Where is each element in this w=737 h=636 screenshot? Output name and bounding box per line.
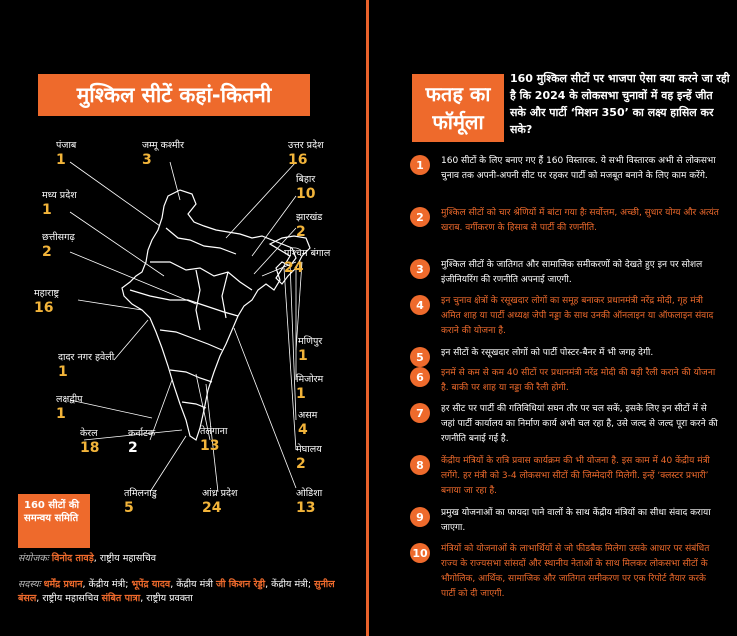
state-manipur — [298, 334, 322, 365]
member-role: , केंद्रीय मंत्री; — [82, 579, 132, 590]
state-name: तमिलनाडु — [124, 488, 157, 499]
state-count: 18 — [80, 440, 100, 456]
state-tamil-nadu — [124, 486, 157, 517]
state-chhattisgarh — [42, 230, 75, 261]
state-count: 4 — [298, 422, 308, 438]
panel-divider — [366, 0, 369, 636]
point-number: 7 — [410, 403, 430, 423]
state-count: 24 — [202, 500, 222, 516]
state-count: 16 — [34, 300, 54, 316]
state-name: कर्नाटक — [128, 428, 156, 439]
state-name: मध्य प्रदेश — [42, 190, 77, 201]
state-name: महाराष्ट्र — [34, 288, 60, 299]
point-number: 10 — [410, 543, 430, 563]
member-name: जी किशन रेड्डी — [215, 579, 266, 590]
member-name: संबित पात्रा — [101, 593, 141, 604]
state-name: उत्तर प्रदेश — [288, 140, 324, 151]
state-kerala — [80, 426, 99, 457]
point-text: इनमें से कम से कम 40 सीटों पर प्रधानमंत्री नरेंद्र मोदी की बड़ी रैली कराने की योजना है. बाकी पर शाह या नड्डा की रैली होगी. — [441, 368, 716, 393]
member-role: , राष्ट्रीय प्रवक्ता — [140, 593, 193, 604]
point-number: 2 — [410, 207, 430, 227]
india-outline — [122, 190, 296, 440]
map-title: मुश्किल सीटें कहां-कितनी — [38, 74, 310, 116]
state-count: 16 — [288, 152, 308, 168]
state-name: मणिपुर — [298, 336, 323, 347]
point-number: 1 — [410, 155, 430, 175]
state-mizoram — [296, 372, 323, 403]
state-count: 13 — [200, 438, 220, 454]
state-west-bengal — [284, 246, 330, 277]
members-list — [18, 578, 358, 606]
point-number: 5 — [410, 347, 430, 367]
state-meghalaya — [296, 442, 322, 473]
state-name: आंध्र प्रदेश — [202, 488, 238, 499]
point-text: 160 सीटों के लिए बनाए गए हैं 160 विस्तारक. ये सभी विस्तारक अभी से लोकसभा चुनाव तक अपनी-अपनी सीट पर रहकर पार्टी को मजबूत बनाने के लिए काम करेंगे. — [441, 156, 716, 181]
point-text: मुश्किल सीटों के जातिगत और सामाजिक समीकरणों को देखते हुए इन पर सोशल इंजीनियरिंग की रणनीति अपनाई जाएगी. — [441, 260, 703, 285]
member-name: भूपेंद्र यादव — [131, 579, 171, 590]
state-count: 3 — [142, 152, 152, 168]
point-text: केंद्रीय मंत्रियों के रात्रि प्रवास कार्यक्रम की भी योजना है. इस काम में 40 केंद्रीय मंत्री लगेंगे. हर मंत्री को 3-4 लोकसभा सीटों की जिम्मेदारी मिलेगी. इन्हें ‘क्लस्टर प्रभारी’ बनाया जा रहा है. — [441, 456, 710, 496]
state-punjab — [56, 138, 76, 169]
state-jharkhand — [296, 210, 322, 241]
point-text: इन चुनाव क्षेत्रों के रसूखदार लोगों का समूह बनाकर प्रधानमंत्री नरेंद्र मोदी, गृह मंत्री अमित शाह या पार्टी अध्यक्ष जेपी नड्डा के साथ उनकी ऑनलाइन या ऑफलाइन संवाद कराने की योजना है. — [441, 296, 714, 336]
point-text: इन सीटों के रसूखदार लोगों को पार्टी पोस्टर-बैनर में भी जगह देगी. — [441, 348, 654, 358]
state-jammu-kashmir — [142, 138, 184, 169]
state-name: बिहार — [296, 174, 316, 185]
point-text: प्रमुख योजनाओं का फायदा पाने वालों के साथ केंद्रीय मंत्रियों का सीधा संवाद कराया जाएगा. — [441, 508, 711, 533]
point-number: 4 — [410, 295, 430, 315]
point-text: हर सीट पर पार्टी की गतिविधियां सघन तौर पर चल सकें, इसके लिए इन सीटों में से जहां पार्टी कार्यालय का निर्माण कार्य अभी चल रहा है, उसे जल्द से जल्द पूरा करने की रणनीति बनाई गई है. — [441, 404, 718, 444]
state-name: दादर नगर हवेली — [58, 352, 115, 363]
state-name: मेघालय — [296, 444, 322, 455]
member-name: धर्मेंद्र प्रधान — [43, 579, 83, 590]
state-name: ओडिशा — [296, 488, 323, 499]
convener-name: विनोद तावड़े — [51, 553, 94, 564]
state-andhra-pradesh — [202, 486, 237, 517]
point-number: 9 — [410, 507, 430, 527]
state-assam — [298, 408, 317, 439]
point-text: मुश्किल सीटों को चार श्रेणियों में बांटा गया हैः सर्वोत्तम, अच्छी, सुधार योग्य और अत्यंत खराब. वर्गीकरण के हिसाब से पार्टी की रणनीति. — [441, 208, 719, 233]
member-role: , राष्ट्रीय महासचिव — [36, 593, 102, 604]
state-name: तेलंगाना — [200, 426, 228, 437]
state-count: 2 — [296, 456, 306, 472]
state-count: 5 — [124, 500, 134, 516]
state-telangana — [200, 424, 227, 455]
formula-title: फतह का फॉर्मूला — [412, 74, 504, 142]
member-name: सुनील बंसल — [18, 579, 335, 604]
convener-role: , राष्ट्रीय महासचिव — [93, 553, 157, 564]
state-uttar-pradesh — [288, 138, 324, 169]
point-number: 3 — [410, 259, 430, 279]
state-name: लक्षद्वीप — [56, 394, 83, 405]
state-count: 24 — [284, 260, 304, 276]
state-count: 2 — [296, 224, 306, 240]
state-name: जम्मू कश्मीर — [142, 140, 184, 151]
state-bihar — [296, 172, 315, 203]
state-count: 1 — [42, 202, 52, 218]
state-name: असम — [298, 410, 318, 421]
convener-line — [18, 552, 358, 566]
state-dadra-nagar-haveli — [58, 350, 114, 381]
state-name: छत्तीसगढ़ — [42, 232, 75, 243]
state-odisha — [296, 486, 322, 517]
point-text: मंत्रियों को योजनाओं के लाभार्थियों से जो फीडबैक मिलेगा उसके आधार पर संबंधित राज्य के राज्यसभा सांसदों और स्थानीय नेताओं के साथ मिलकर लोकसभा सीटों के भौगोलिक, आर्थिक, सामाजिक और जातिगत समीकरण पर एक रिपोर्ट तैयार करके पार्टी को दी जाएगी. — [441, 544, 710, 599]
point-number: 8 — [410, 455, 430, 475]
state-count: 2 — [128, 440, 138, 456]
formula-question: 160 मुश्किल सीटों पर भाजपा ऐसा क्या करने जा रही है कि 2024 के लोकसभा चुनावों में वह इन्हें जीत सके और पार्टी ‘मिशन 350’ का लक्ष्य हासिल कर सके? — [510, 72, 730, 136]
state-count: 1 — [296, 386, 306, 402]
state-name: झारखंड — [296, 212, 323, 223]
left-panel — [0, 0, 366, 636]
state-lakshadweep — [56, 392, 83, 423]
state-name: केरल — [80, 428, 98, 439]
point-number: 6 — [410, 367, 430, 387]
state-maharashtra — [34, 286, 59, 317]
state-name: मिजोरम — [296, 374, 324, 385]
convener-label: संयोजकः — [18, 553, 49, 564]
state-count: 1 — [56, 406, 66, 422]
state-karnataka — [128, 426, 155, 457]
right-panel — [370, 0, 737, 636]
member-role: , केंद्रीय मंत्री; — [265, 579, 315, 590]
state-name: पंजाब — [56, 140, 77, 151]
state-count: 1 — [56, 152, 66, 168]
state-count: 1 — [298, 348, 308, 364]
committee-badge: 160 सीटों की समन्वय समिति — [18, 494, 90, 548]
state-count: 13 — [296, 500, 316, 516]
state-name: पश्चिम बंगाल — [284, 248, 331, 259]
state-count: 10 — [296, 186, 316, 202]
state-count: 2 — [42, 244, 52, 260]
members-label: सदस्यः — [18, 579, 41, 590]
member-role: , केंद्रीय मंत्री — [170, 579, 216, 590]
state-count: 1 — [58, 364, 68, 380]
state-madhya-pradesh — [42, 188, 77, 219]
